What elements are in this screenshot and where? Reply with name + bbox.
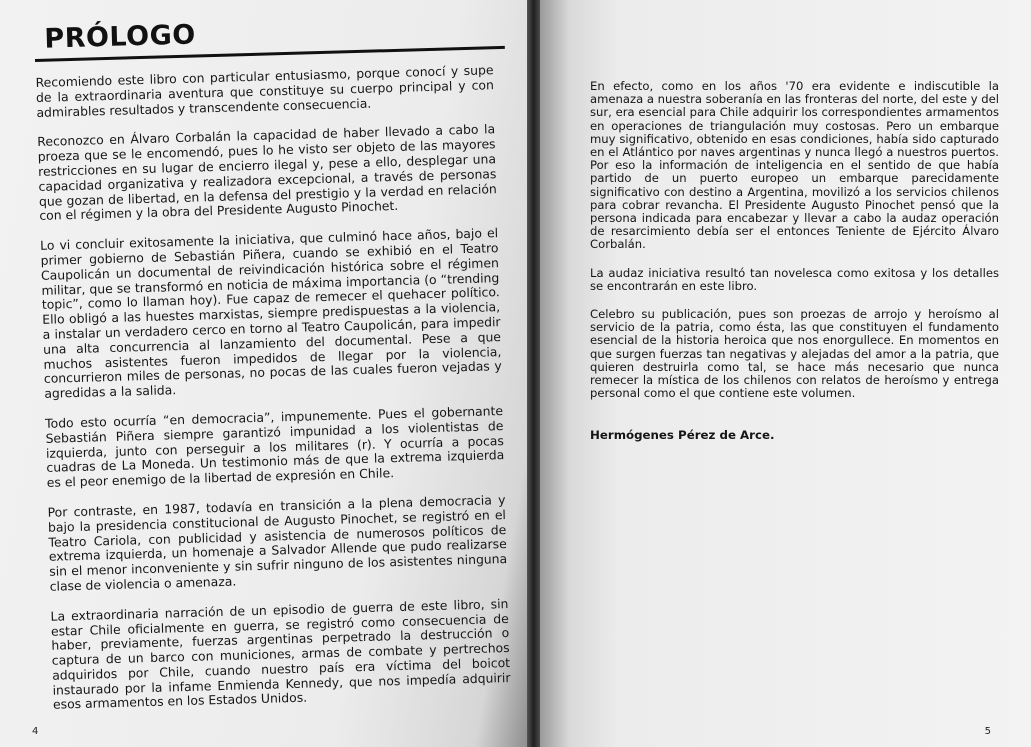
author-signature: Hermógenes Pérez de Arce. [590,428,775,443]
paragraph: Recomiendo este libro con particular entusiasmo, porque conocí y supe de la extraordinaria aventura que constituye su cuerpo principal y con admirables resultados y transcendente consecuencia. [35,62,495,120]
paragraph: Todo esto ocurría “en democracia”, impunemente. Pues el gobernante Sebastián Piñera siempre garantizó impunidad a los violentistas de izquierda, junto con perseguir a los militares (r). Y ocurría a pocas cuadras de La Moneda. Un testimonio más de que la extrema izquierda es el peor enemigo de la libertad de expresión en Chile. [44,402,505,490]
paragraph: La extraordinaria narración de un episodio de guerra de este libro, sin estar Chile oficialmente en guerra, se registró como consecuencia de haber, previamente, fuerzas argentinas perpetrado la destrucción o captura de un barco con municiones, armas de combate y pertrechos adquiridos por Chile, cuando nuestro país era víctima del boicot instaurado por la infame Enmienda Kennedy, que nos impedía adquirir esos armamentos en los Estados Unidos. [50,595,511,713]
paragraph: Celebro su publicación, pues son proezas de arrojo y heroísmo al servicio de la patria, como ésta, las que constituyen el fundamento esencial de la historia heroica que nos enorgullece. En momentos en que surgen fuerzas tan negativas y alejadas del amor a la patria, que quieren destruirla como tal, se hace más necesario que nunca remecer la mística de los chilenos con relatos de heroísmo y entrega personal como el que contiene este volumen. [590,307,999,401]
paragraph: Lo vi concluir exitosamente la iniciativa, que culminó hace años, bajo el primer gobierno de Sebastián Piñera, cuando se exhibió en el Teatro Caupolicán un documental de reivindicación histórica sobre el régimen militar, que se transformó en noticia de máxima importancia (o “trending topic”, como lo llaman hoy). Fue capaz de remecer el quehacer político. Ello obligó a las huestes marxistas, siempre predispuestas a la violencia, a instalar un verdadero cerco en torno al Teatro Caupolicán, para impedir una alta concurrencia al lanzamiento del documental. Pese a que muchos asistentes fueron impedidos de llegar por la violencia, concurrieron miles de personas, no pocas de las cuales fueron vejadas y agredidas a la salida. [39,225,502,401]
paragraph: En efecto, como en los años '70 era evidente e indiscutible la amenaza a nuestra soberanía en las fronteras del norte, del este y del sur, era esencial para Chile adquirir los correspondientes armamentos en operaciones de triangulación muy costosas. Pero un embarque muy significativo, obtenido en esas condiciones, había sido capturado en el Atlántico por naves argentinas y nunca llegó a nuestros puertos. Por eso la información de inteligencia en el sentido de que había partido de un puerto europeo un embarque parecidamente significativo con destino a Argentina, movilizó a los servicios chilenos para cobrar revancha. El Presidente Augusto Pinochet pensó que la persona indicada para encabezar y llevar a cabo la audaz operación de resarcimiento debía ser el entonces Teniente de Ejército Álvaro Corbalán. [590,79,999,252]
paragraph: Por contraste, en 1987, todavía en transición a la plena democracia y bajo la presidencia constitucional de Augusto Pinochet, se registró en el Teatro Cariola, con publicidad y asistencia de numerosos políticos de extrema izquierda, un homenaje a Salvador Allende que pudo realizarse sin el menor inconveniente y sin sufrir ninguno de los asistentes ninguna clase de violencia o amenaza. [47,491,508,594]
book-spine [527,0,540,747]
page-number: 5 [984,726,991,737]
right-page [540,0,1031,747]
page-title: PRÓLOGO [43,19,197,55]
paragraph: Reconozco en Álvaro Corbalán la capacidad de haber llevado a cabo la proeza que se le encomendó, pues lo he visto ser objeto de las mayores restricciones en su lugar de encierro ilegal y, pese a ello, desplegar una capacidad organizativa y realizadora excepcional, a través de personas que gozan de libertad, en la defensa del prestigio y la verdad en relación con el régimen y la obra del Presidente Augusto Pinochet. [37,121,497,224]
paragraph: La audaz iniciativa resultó tan novelesca como exitosa y los detalles se encontrarán en este libro. [590,265,999,293]
page-number: 4 [32,726,39,737]
left-page-content [34,11,520,713]
